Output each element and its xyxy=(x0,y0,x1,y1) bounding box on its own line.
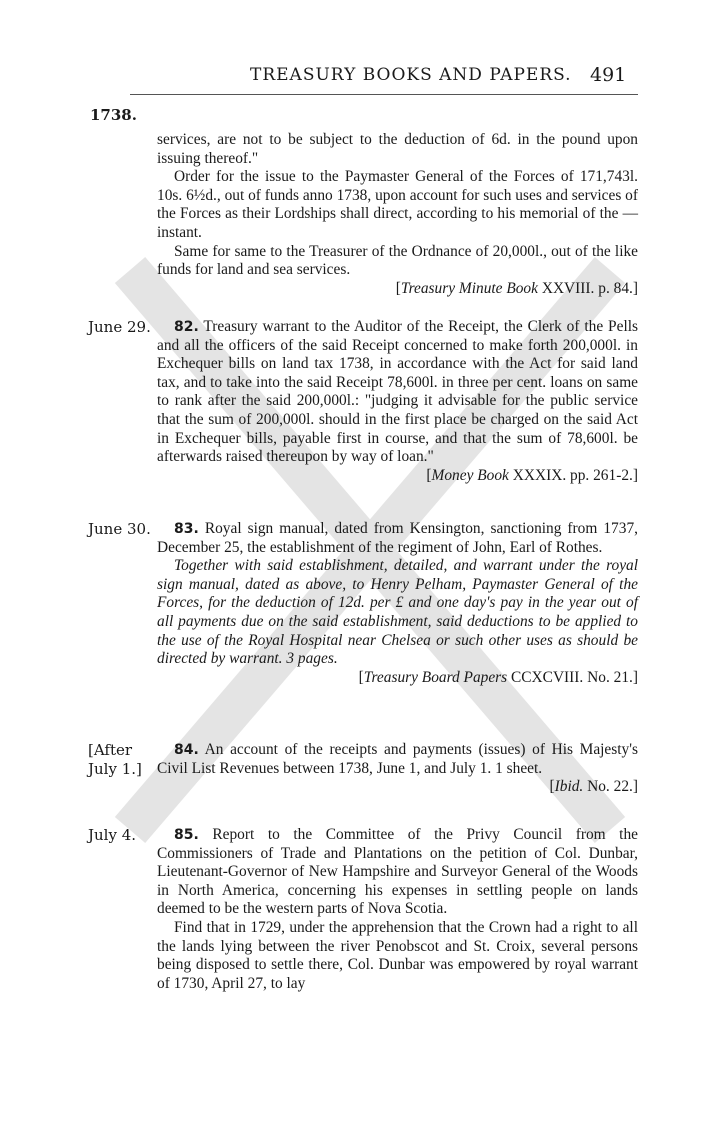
entry-85 xyxy=(157,826,638,993)
entry-paragraph: Royal sign manual, dated from Kensington, sanctioning from 1737, December 25, the establishment of the regiment of John, Earl of Rothes. xyxy=(157,520,638,556)
entry-paragraph: services, are not to be subject to the deduction of 6d. in the pound upon issuing thereof." xyxy=(157,131,638,167)
entry-reference: [Ibid. No. 22.] xyxy=(549,778,638,796)
entry-83 xyxy=(157,520,638,687)
entry-date: June 30. xyxy=(88,520,151,538)
page-number: 491 xyxy=(590,64,627,86)
entry-date: [After July 1.] xyxy=(88,741,142,778)
entry-date: July 4. xyxy=(88,826,137,844)
header-rule xyxy=(130,94,638,95)
entry-paragraph: Order for the issue to the Paymaster General of the Forces of 171,743l. 10s. 6½d., out of funds anno 1738, upon account for such uses and services of the Forces as their Lordships shall direct, according to his memorial of the — instant. xyxy=(157,168,638,241)
entry-number: 85. xyxy=(174,827,199,843)
entry-84 xyxy=(157,741,638,797)
entry-paragraph: Report to the Committee of the Privy Council from the Commissioners of Trade and Plantations on the petition of Col. Dunbar, Lieutenant-Governor of New Hampshire and Surveyor General of the Woods in North America, concerning his expenses in settling people on lands deemed to be the western parts of Nova Scotia. xyxy=(157,826,638,918)
entry-number: 84. xyxy=(174,742,199,758)
entry-date: June 29. xyxy=(88,318,151,336)
entry-number: 82. xyxy=(174,319,199,335)
entry-paragraph: Treasury warrant to the Auditor of the Receipt, the Clerk of the Pells and all the officers of the said Receipt concerned to make forth 200,000l. in Exchequer bills on land tax 1738, in accordance with the Act for said land tax, and to take into the said Receipt 78,600l. in three per cent. loans on same to rank after the said 200,000l.: "judging it advisable for the public service that the sum of 200,000l. should in the first place be charged on the said Act in Exchequer bills, payable first in course, and that the sum of 78,600l. be afterwards raised thereupon by way of loan." xyxy=(157,318,638,466)
entry-reference: [Treasury Minute Book XXVIII. p. 84.] xyxy=(395,279,638,297)
entry-paragraph: An account of the receipts and payments (issues) of His Majesty's Civil List Revenues between 1738, June 1, and July 1. 1 sheet. xyxy=(157,741,638,777)
margin-year: 1738. xyxy=(90,106,137,124)
entry-paragraph: Find that in 1729, under the apprehension that the Crown had a right to all the lands lying between the river Penobscot and St. Croix, several persons being disposed to settle there, Col. Dunbar was empowered by royal warrant of 1730, April 27, to lay xyxy=(157,918,638,992)
entry-reference: [Treasury Board Papers CCXCVIII. No. 21.] xyxy=(358,668,638,686)
entry-continuation xyxy=(157,131,638,298)
entry-paragraph: Same for same to the Treasurer of the Ordnance of 20,000l., out of the like funds for land and sea services. xyxy=(157,242,638,279)
running-title: TREASURY BOOKS AND PAPERS. xyxy=(250,65,572,85)
entry-number: 83. xyxy=(174,521,199,537)
entry-reference: [Money Book XXXIX. pp. 261-2.] xyxy=(426,466,638,484)
entry-paragraph: Together with said establishment, detailed, and warrant under the royal sign manual, dated as above, to Henry Pelham, Paymaster General of the Forces, for the deduction of 12d. per £ and one day's pay in the year out of all payments due on the said establishment, said deductions to be applied to the use of the Royal Hospital near Chelsea or such other uses as should be directed by warrant. 3 pages. xyxy=(157,557,638,668)
entry-82 xyxy=(157,318,638,485)
